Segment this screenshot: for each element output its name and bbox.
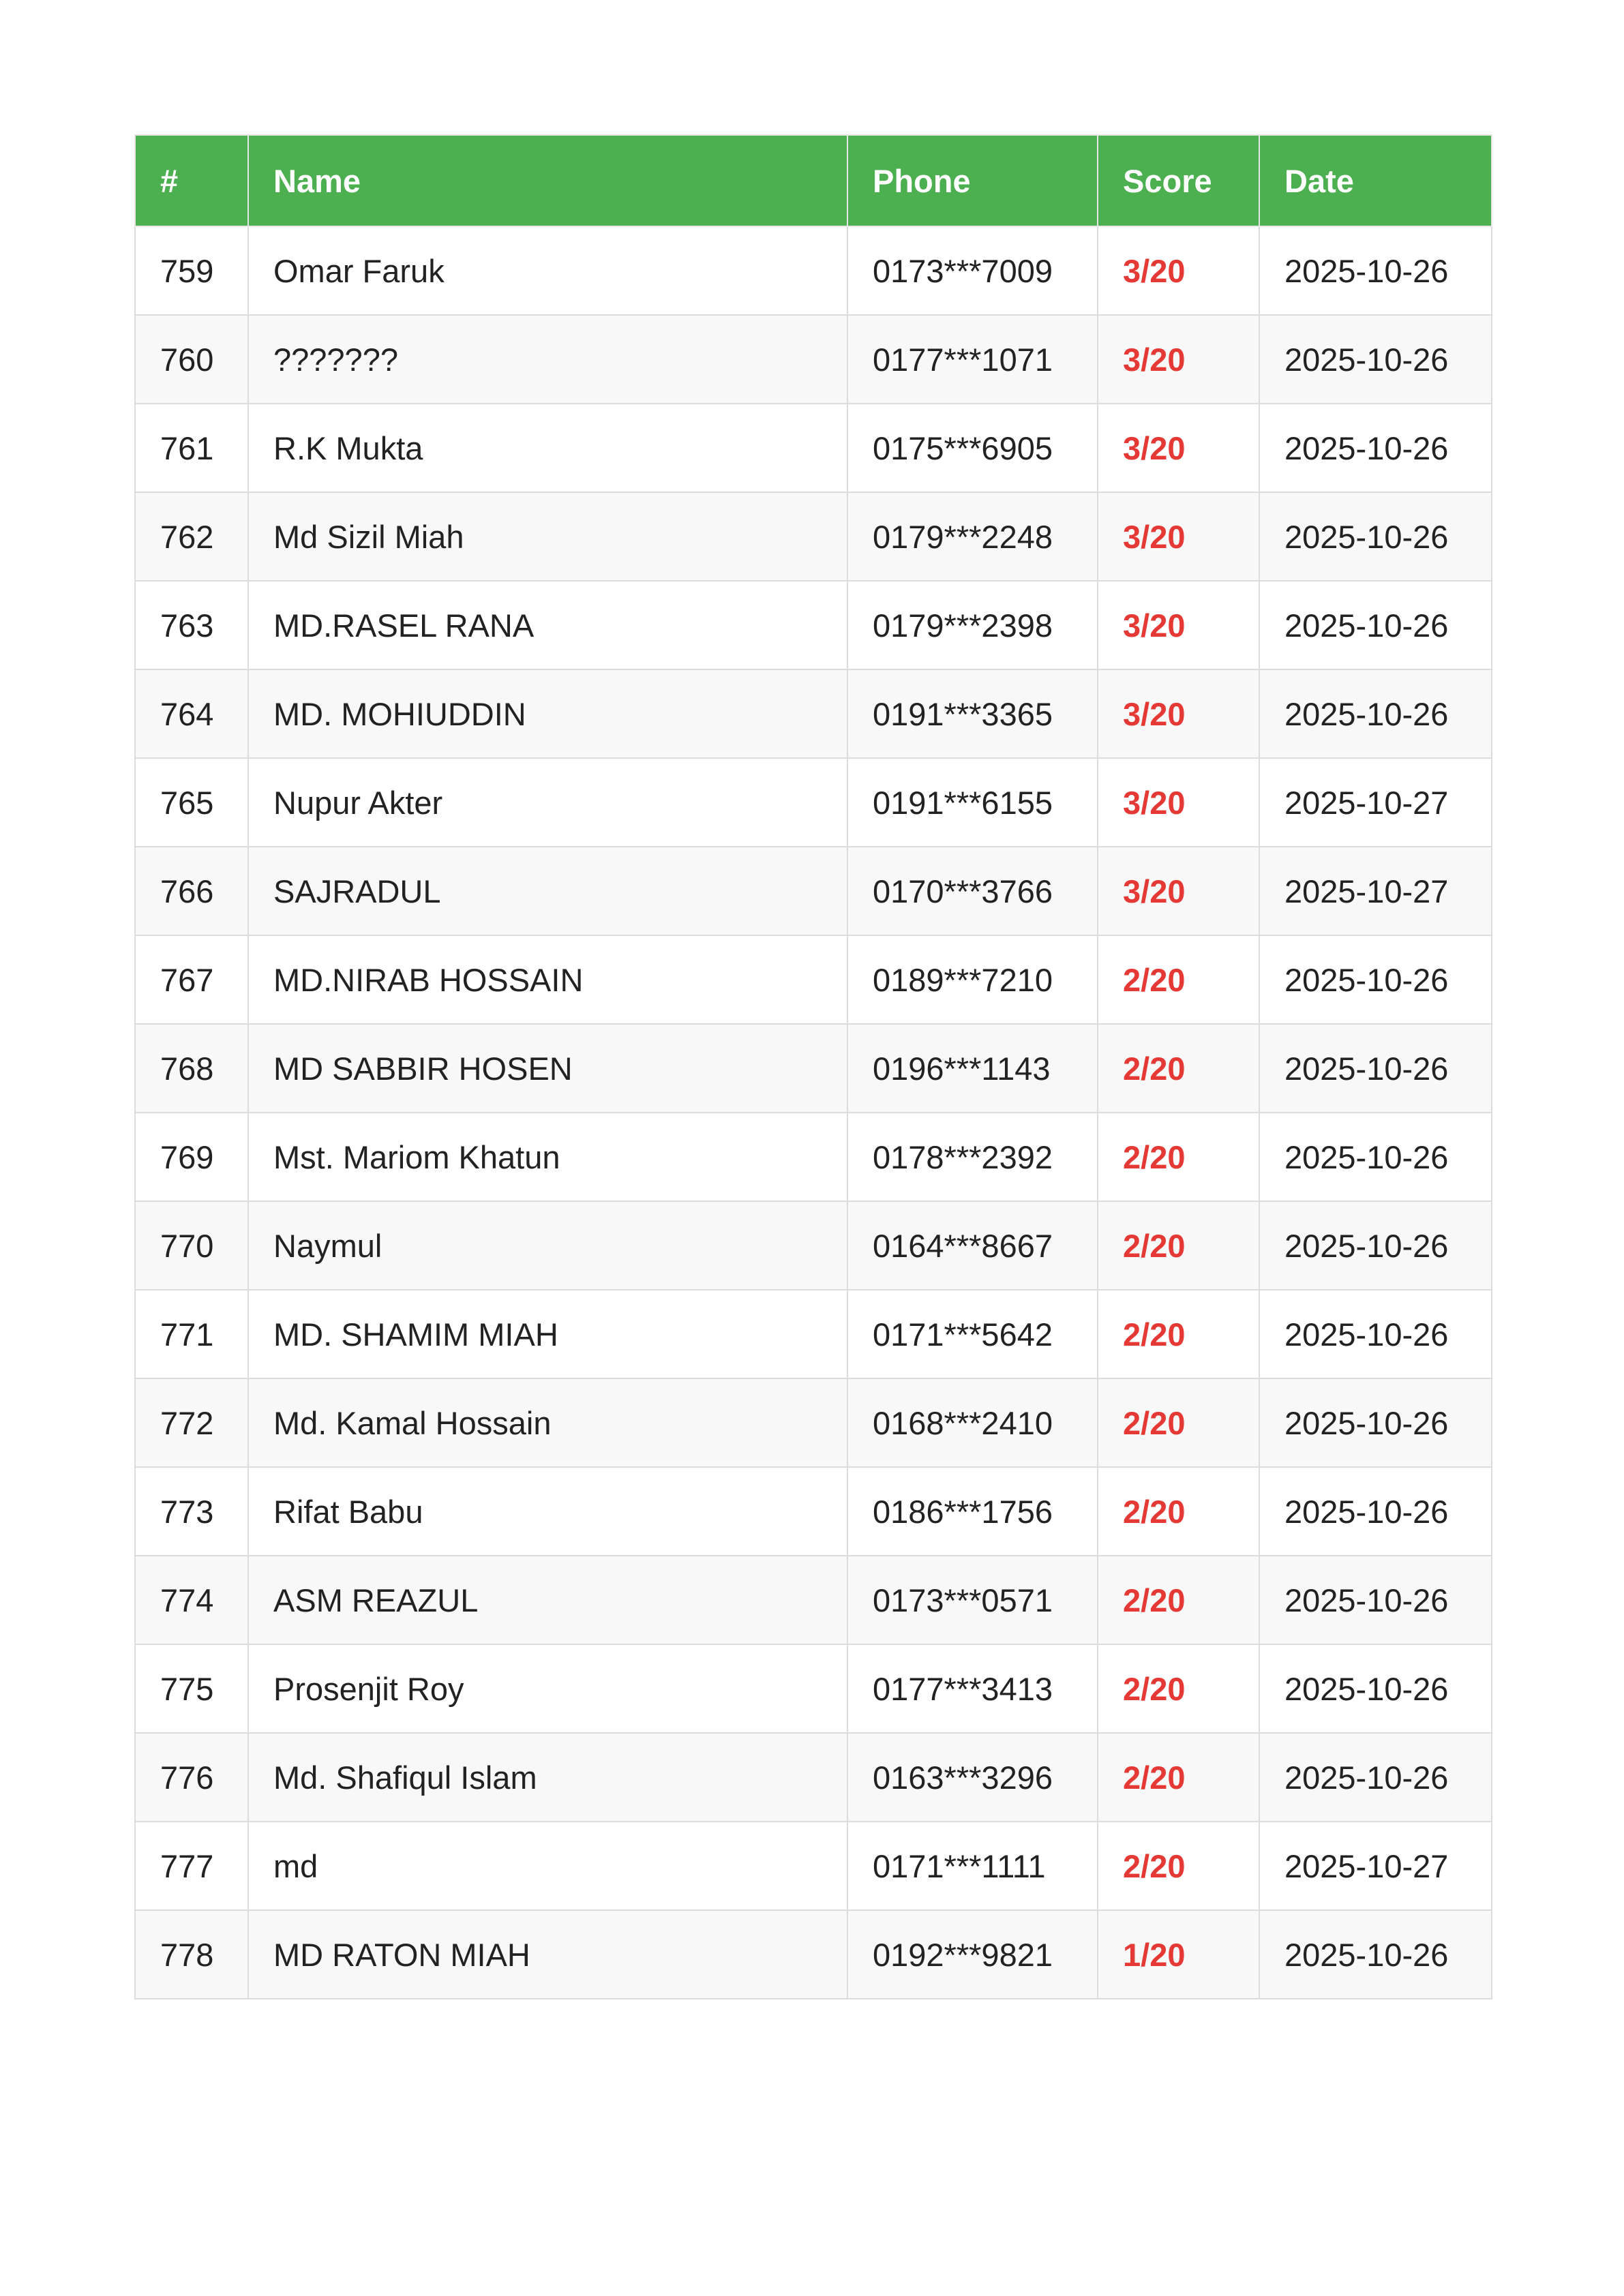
- score-cell: 3/20: [1098, 669, 1259, 758]
- phone-cell: 0171***5642: [847, 1290, 1098, 1378]
- phone-cell: 0164***8667: [847, 1201, 1098, 1290]
- date-cell: 2025-10-27: [1259, 1822, 1492, 1910]
- score-cell: 1/20: [1098, 1910, 1259, 1999]
- score-cell: 2/20: [1098, 1556, 1259, 1644]
- date-cell: 2025-10-26: [1259, 1290, 1492, 1378]
- date-cell: 2025-10-26: [1259, 669, 1492, 758]
- date-cell: 2025-10-26: [1259, 492, 1492, 581]
- header-row: [135, 135, 1492, 226]
- date-cell: 2025-10-27: [1259, 758, 1492, 847]
- date-cell: 2025-10-26: [1259, 581, 1492, 669]
- table-row: [135, 1290, 1492, 1378]
- row-number-cell: 776: [135, 1733, 248, 1822]
- name-cell: Rifat Babu: [248, 1467, 847, 1556]
- table-row: [135, 847, 1492, 935]
- phone-cell: 0179***2248: [847, 492, 1098, 581]
- date-cell: 2025-10-26: [1259, 1733, 1492, 1822]
- phone-cell: 0177***1071: [847, 315, 1098, 404]
- results-table: [134, 134, 1492, 1999]
- row-number-cell: 773: [135, 1467, 248, 1556]
- score-cell: 3/20: [1098, 847, 1259, 935]
- phone-cell: 0196***1143: [847, 1024, 1098, 1113]
- phone-cell: 0179***2398: [847, 581, 1098, 669]
- date-cell: 2025-10-26: [1259, 1467, 1492, 1556]
- header-name: Name: [248, 135, 847, 226]
- table-row: [135, 669, 1492, 758]
- phone-cell: 0173***7009: [847, 226, 1098, 315]
- date-cell: 2025-10-26: [1259, 404, 1492, 492]
- row-number-cell: 766: [135, 847, 248, 935]
- row-number-cell: 768: [135, 1024, 248, 1113]
- name-cell: MD RATON MIAH: [248, 1910, 847, 1999]
- phone-cell: 0171***1111: [847, 1822, 1098, 1910]
- date-cell: 2025-10-26: [1259, 1113, 1492, 1201]
- date-cell: 2025-10-26: [1259, 1024, 1492, 1113]
- name-cell: ASM REAZUL: [248, 1556, 847, 1644]
- score-cell: 2/20: [1098, 1467, 1259, 1556]
- phone-cell: 0191***6155: [847, 758, 1098, 847]
- name-cell: ???????: [248, 315, 847, 404]
- phone-cell: 0175***6905: [847, 404, 1098, 492]
- row-number-cell: 760: [135, 315, 248, 404]
- table-row: [135, 1644, 1492, 1733]
- score-cell: 2/20: [1098, 1113, 1259, 1201]
- phone-cell: 0186***1756: [847, 1467, 1098, 1556]
- phone-cell: 0173***0571: [847, 1556, 1098, 1644]
- phone-cell: 0170***3766: [847, 847, 1098, 935]
- name-cell: R.K Mukta: [248, 404, 847, 492]
- phone-cell: 0191***3365: [847, 669, 1098, 758]
- date-cell: 2025-10-26: [1259, 1644, 1492, 1733]
- name-cell: md: [248, 1822, 847, 1910]
- name-cell: Omar Faruk: [248, 226, 847, 315]
- name-cell: Mst. Mariom Khatun: [248, 1113, 847, 1201]
- date-cell: 2025-10-26: [1259, 1556, 1492, 1644]
- name-cell: Md Sizil Miah: [248, 492, 847, 581]
- name-cell: Md. Kamal Hossain: [248, 1378, 847, 1467]
- table-row: [135, 1910, 1492, 1999]
- table-row: [135, 1733, 1492, 1822]
- row-number-cell: 770: [135, 1201, 248, 1290]
- phone-cell: 0189***7210: [847, 935, 1098, 1024]
- row-number-cell: 772: [135, 1378, 248, 1467]
- results-table-container: [134, 134, 1491, 1999]
- table-row: [135, 1201, 1492, 1290]
- date-cell: 2025-10-26: [1259, 1201, 1492, 1290]
- name-cell: MD.RASEL RANA: [248, 581, 847, 669]
- row-number-cell: 778: [135, 1910, 248, 1999]
- row-number-cell: 761: [135, 404, 248, 492]
- score-cell: 2/20: [1098, 935, 1259, 1024]
- date-cell: 2025-10-27: [1259, 847, 1492, 935]
- table-row: [135, 404, 1492, 492]
- table-header: [135, 135, 1492, 226]
- row-number-cell: 769: [135, 1113, 248, 1201]
- table-row: [135, 1556, 1492, 1644]
- score-cell: 2/20: [1098, 1378, 1259, 1467]
- name-cell: MD. MOHIUDDIN: [248, 669, 847, 758]
- row-number-cell: 771: [135, 1290, 248, 1378]
- table-body: [135, 226, 1492, 1999]
- table-row: [135, 758, 1492, 847]
- date-cell: 2025-10-26: [1259, 226, 1492, 315]
- phone-cell: 0178***2392: [847, 1113, 1098, 1201]
- date-cell: 2025-10-26: [1259, 1910, 1492, 1999]
- name-cell: Naymul: [248, 1201, 847, 1290]
- phone-cell: 0192***9821: [847, 1910, 1098, 1999]
- row-number-cell: 775: [135, 1644, 248, 1733]
- name-cell: MD SABBIR HOSEN: [248, 1024, 847, 1113]
- header-phone: Phone: [847, 135, 1098, 226]
- table-row: [135, 492, 1492, 581]
- row-number-cell: 765: [135, 758, 248, 847]
- table-row: [135, 1822, 1492, 1910]
- table-row: [135, 581, 1492, 669]
- name-cell: SAJRADUL: [248, 847, 847, 935]
- date-cell: 2025-10-26: [1259, 1378, 1492, 1467]
- table-row: [135, 226, 1492, 315]
- score-cell: 3/20: [1098, 404, 1259, 492]
- score-cell: 2/20: [1098, 1290, 1259, 1378]
- table-row: [135, 935, 1492, 1024]
- row-number-cell: 759: [135, 226, 248, 315]
- header-score: Score: [1098, 135, 1259, 226]
- row-number-cell: 762: [135, 492, 248, 581]
- score-cell: 3/20: [1098, 581, 1259, 669]
- row-number-cell: 763: [135, 581, 248, 669]
- score-cell: 2/20: [1098, 1024, 1259, 1113]
- row-number-cell: 774: [135, 1556, 248, 1644]
- score-cell: 3/20: [1098, 492, 1259, 581]
- name-cell: MD. SHAMIM MIAH: [248, 1290, 847, 1378]
- row-number-cell: 764: [135, 669, 248, 758]
- name-cell: Md. Shafiqul Islam: [248, 1733, 847, 1822]
- table-row: [135, 1113, 1492, 1201]
- score-cell: 2/20: [1098, 1822, 1259, 1910]
- phone-cell: 0177***3413: [847, 1644, 1098, 1733]
- phone-cell: 0168***2410: [847, 1378, 1098, 1467]
- table-row: [135, 1024, 1492, 1113]
- score-cell: 3/20: [1098, 226, 1259, 315]
- score-cell: 2/20: [1098, 1644, 1259, 1733]
- name-cell: Prosenjit Roy: [248, 1644, 847, 1733]
- name-cell: Nupur Akter: [248, 758, 847, 847]
- date-cell: 2025-10-26: [1259, 315, 1492, 404]
- table-row: [135, 1467, 1492, 1556]
- date-cell: 2025-10-26: [1259, 935, 1492, 1024]
- table-row: [135, 1378, 1492, 1467]
- table-row: [135, 315, 1492, 404]
- score-cell: 3/20: [1098, 315, 1259, 404]
- phone-cell: 0163***3296: [847, 1733, 1098, 1822]
- score-cell: 2/20: [1098, 1201, 1259, 1290]
- name-cell: MD.NIRAB HOSSAIN: [248, 935, 847, 1024]
- header-number: #: [135, 135, 248, 226]
- score-cell: 2/20: [1098, 1733, 1259, 1822]
- row-number-cell: 777: [135, 1822, 248, 1910]
- score-cell: 3/20: [1098, 758, 1259, 847]
- row-number-cell: 767: [135, 935, 248, 1024]
- header-date: Date: [1259, 135, 1492, 226]
